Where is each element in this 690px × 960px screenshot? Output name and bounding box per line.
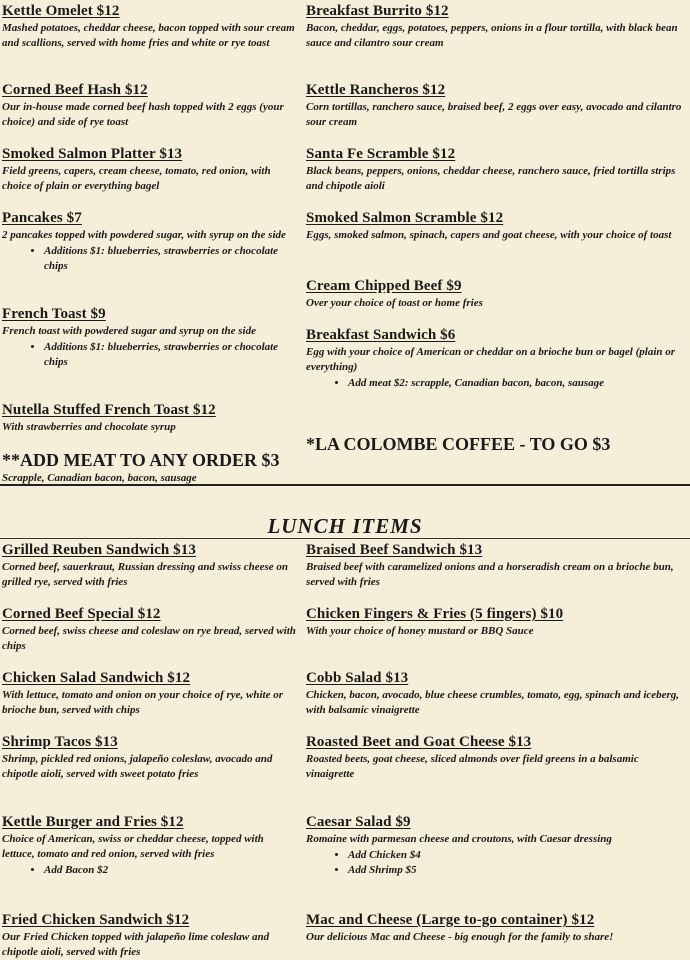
menu-item [2,542,298,590]
menu-item-description: Eggs, smoked salmon, spinach, capers and goat cheese, with your choice of toast [306,229,672,241]
lunch-section [0,488,690,960]
addition-line: • Additions $1: blueberries, strawberries or chocolate chips [44,340,298,370]
menu-item [2,210,298,274]
menu-item-title: Breakfast Sandwich $6 [306,327,456,343]
menu-item-description: Chicken, bacon, avocado, blue cheese crumbles, tomato, egg, spinach and iceberg, with balsamic vinaigrette [306,689,680,716]
menu-item-description: Corned beef, sauerkraut, Russian dressing and swiss cheese on grilled rye, served with fries [2,561,289,588]
menu-item [306,210,688,243]
menu-item-title: French Toast $9 [2,306,106,322]
menu-item [2,734,298,782]
menu-item-description: Corned beef, swiss cheese and coleslaw on rye bread, served with chips [2,625,296,652]
lunch-heading-rule [0,538,690,539]
menu-item-description: Field greens, capers, cream cheese, tomato, red onion, with choice of plain or everything bagel [2,165,271,192]
lunch-heading: LUNCH ITEMS [267,514,423,538]
menu-item-description: Roasted beets, goat cheese, sliced almonds over field greens in a balsamic vinaigrette [306,753,639,780]
menu-item-title: Corned Beef Hash $12 [2,82,148,98]
addition-line: • Add Bacon $2 [44,863,298,878]
menu-item [2,912,298,960]
menu-item-title: Kettle Burger and Fries $12 [2,814,184,830]
menu-item [306,814,688,878]
menu-item [2,402,298,435]
add-meat-options: Scrapple, Canadian bacon, bacon, sausage [2,472,197,484]
menu-item [306,734,688,782]
menu-item-title: Caesar Salad $9 [306,814,411,830]
menu-item-title: Santa Fe Scramble $12 [306,146,456,162]
menu-item-description: Bacon, cheddar, eggs, potatoes, peppers, onions in a flour tortilla, with black bean sauce and cilantro sour cream [306,22,678,49]
menu-item-description: With lettuce, tomato and onion on your choice of rye, white or brioche bun, served with chips [2,689,284,716]
add-meat-heading: **ADD MEAT TO ANY ORDER $3 [2,450,280,470]
menu-item-description: Our delicious Mac and Cheese - big enough for the family to share! [306,931,614,943]
menu-item [306,82,688,130]
menu-item [2,3,298,51]
menu-item-description: Choice of American, swiss or cheddar cheese, topped with lettuce, tomato and red onion, served with fries [2,833,264,860]
menu-item-title: Cobb Salad $13 [306,670,409,686]
menu-item-title: Kettle Omelet $12 [2,3,120,19]
menu-item-title: Nutella Stuffed French Toast $12 [2,402,216,418]
menu-item [2,606,298,654]
menu-item-title: Mac and Cheese (Large to-go container) $12 [306,912,595,928]
menu-item-title: Shrimp Tacos $13 [2,734,118,750]
menu-item-title: Smoked Salmon Platter $13 [2,146,183,162]
menu-item-title: Fried Chicken Sandwich $12 [2,912,190,928]
menu-item-title: Chicken Salad Sandwich $12 [2,670,191,686]
addition-line: • Add Shrimp $5 [348,863,688,878]
add-meat-note [2,450,302,486]
menu-item-description: Corn tortillas, ranchero sauce, braised beef, 2 eggs over easy, avocado and cilantro sour cream [306,101,682,128]
menu-item-title: Smoked Salmon Scramble $12 [306,210,504,226]
coffee-note: *LA COLOMBE COFFEE - TO GO $3 [306,434,611,454]
menu-item-title: Roasted Beet and Goat Cheese $13 [306,734,532,750]
menu-item-description: 2 pancakes topped with powdered sugar, with syrup on the side [2,229,286,241]
menu-item-title: Chicken Fingers & Fries (5 fingers) $10 [306,606,564,622]
menu-item-description: Shrimp, pickled red onions, jalapeño coleslaw, avocado and chipotle aioli, served with sweet potato fries [2,753,273,780]
menu-item-description: Braised beef with caramelized onions and a horseradish cream on a brioche bun, served with fries [306,561,674,588]
menu-item [306,542,688,590]
menu-item-title: Kettle Rancheros $12 [306,82,446,98]
menu-item [306,146,688,194]
menu-item-additions [306,376,688,391]
menu-item [306,278,688,311]
menu-item-additions [306,848,688,878]
menu-item-title: Grilled Reuben Sandwich $13 [2,542,196,558]
menu-item-description: French toast with powdered sugar and syrup on the side [2,325,256,337]
menu-item [2,814,298,878]
section-divider [0,484,690,486]
addition-line: • Add meat $2: scrapple, Canadian bacon, bacon, sausage [348,376,688,391]
menu-item-description: Our Fried Chicken topped with jalapeño lime coleslaw and chipotle aioli, served with fries [2,931,270,958]
menu-item-title: Corned Beef Special $12 [2,606,161,622]
menu-item-description: Our in-house made corned beef hash topped with 2 eggs (your choice) and side of rye toast [2,101,284,128]
menu-item-description: Black beans, peppers, onions, cheddar cheese, ranchero sauce, fried tortilla strips and chipotle aioli [306,165,676,192]
menu-item-title: Breakfast Burrito $12 [306,3,449,19]
menu-item-title: Braised Beef Sandwich $13 [306,542,483,558]
menu-item-additions [2,244,298,274]
menu-item [306,912,688,945]
menu-item-additions [2,863,298,878]
menu-item [2,670,298,718]
menu-item-description: With strawberries and chocolate syrup [2,421,176,433]
menu-item-title: Cream Chipped Beef $9 [306,278,462,294]
menu-item-description: Romaine with parmesan cheese and croutons, with Caesar dressing [306,833,612,845]
addition-line: • Additions $1: blueberries, strawberries or chocolate chips [44,244,298,274]
menu-item-description: Over your choice of toast or home fries [306,297,483,309]
menu-item-title: Pancakes $7 [2,210,82,226]
menu-item [306,327,688,391]
menu-item-description: Egg with your choice of American or cheddar on a brioche bun or bagel (plain or everything) [306,346,676,373]
menu-item [306,3,688,51]
menu-item-description: With your choice of honey mustard or BBQ Sauce [306,625,534,637]
menu-item [2,146,298,194]
menu-item-additions [2,340,298,370]
menu-item-description: Mashed potatoes, cheddar cheese, bacon topped with sour cream and scallions, served with home fries and white or rye toast [2,22,295,49]
addition-line: • Add Chicken $4 [348,848,688,863]
menu-item [2,82,298,130]
menu-item [306,606,688,639]
menu-item [306,670,688,718]
menu-item [2,306,298,370]
